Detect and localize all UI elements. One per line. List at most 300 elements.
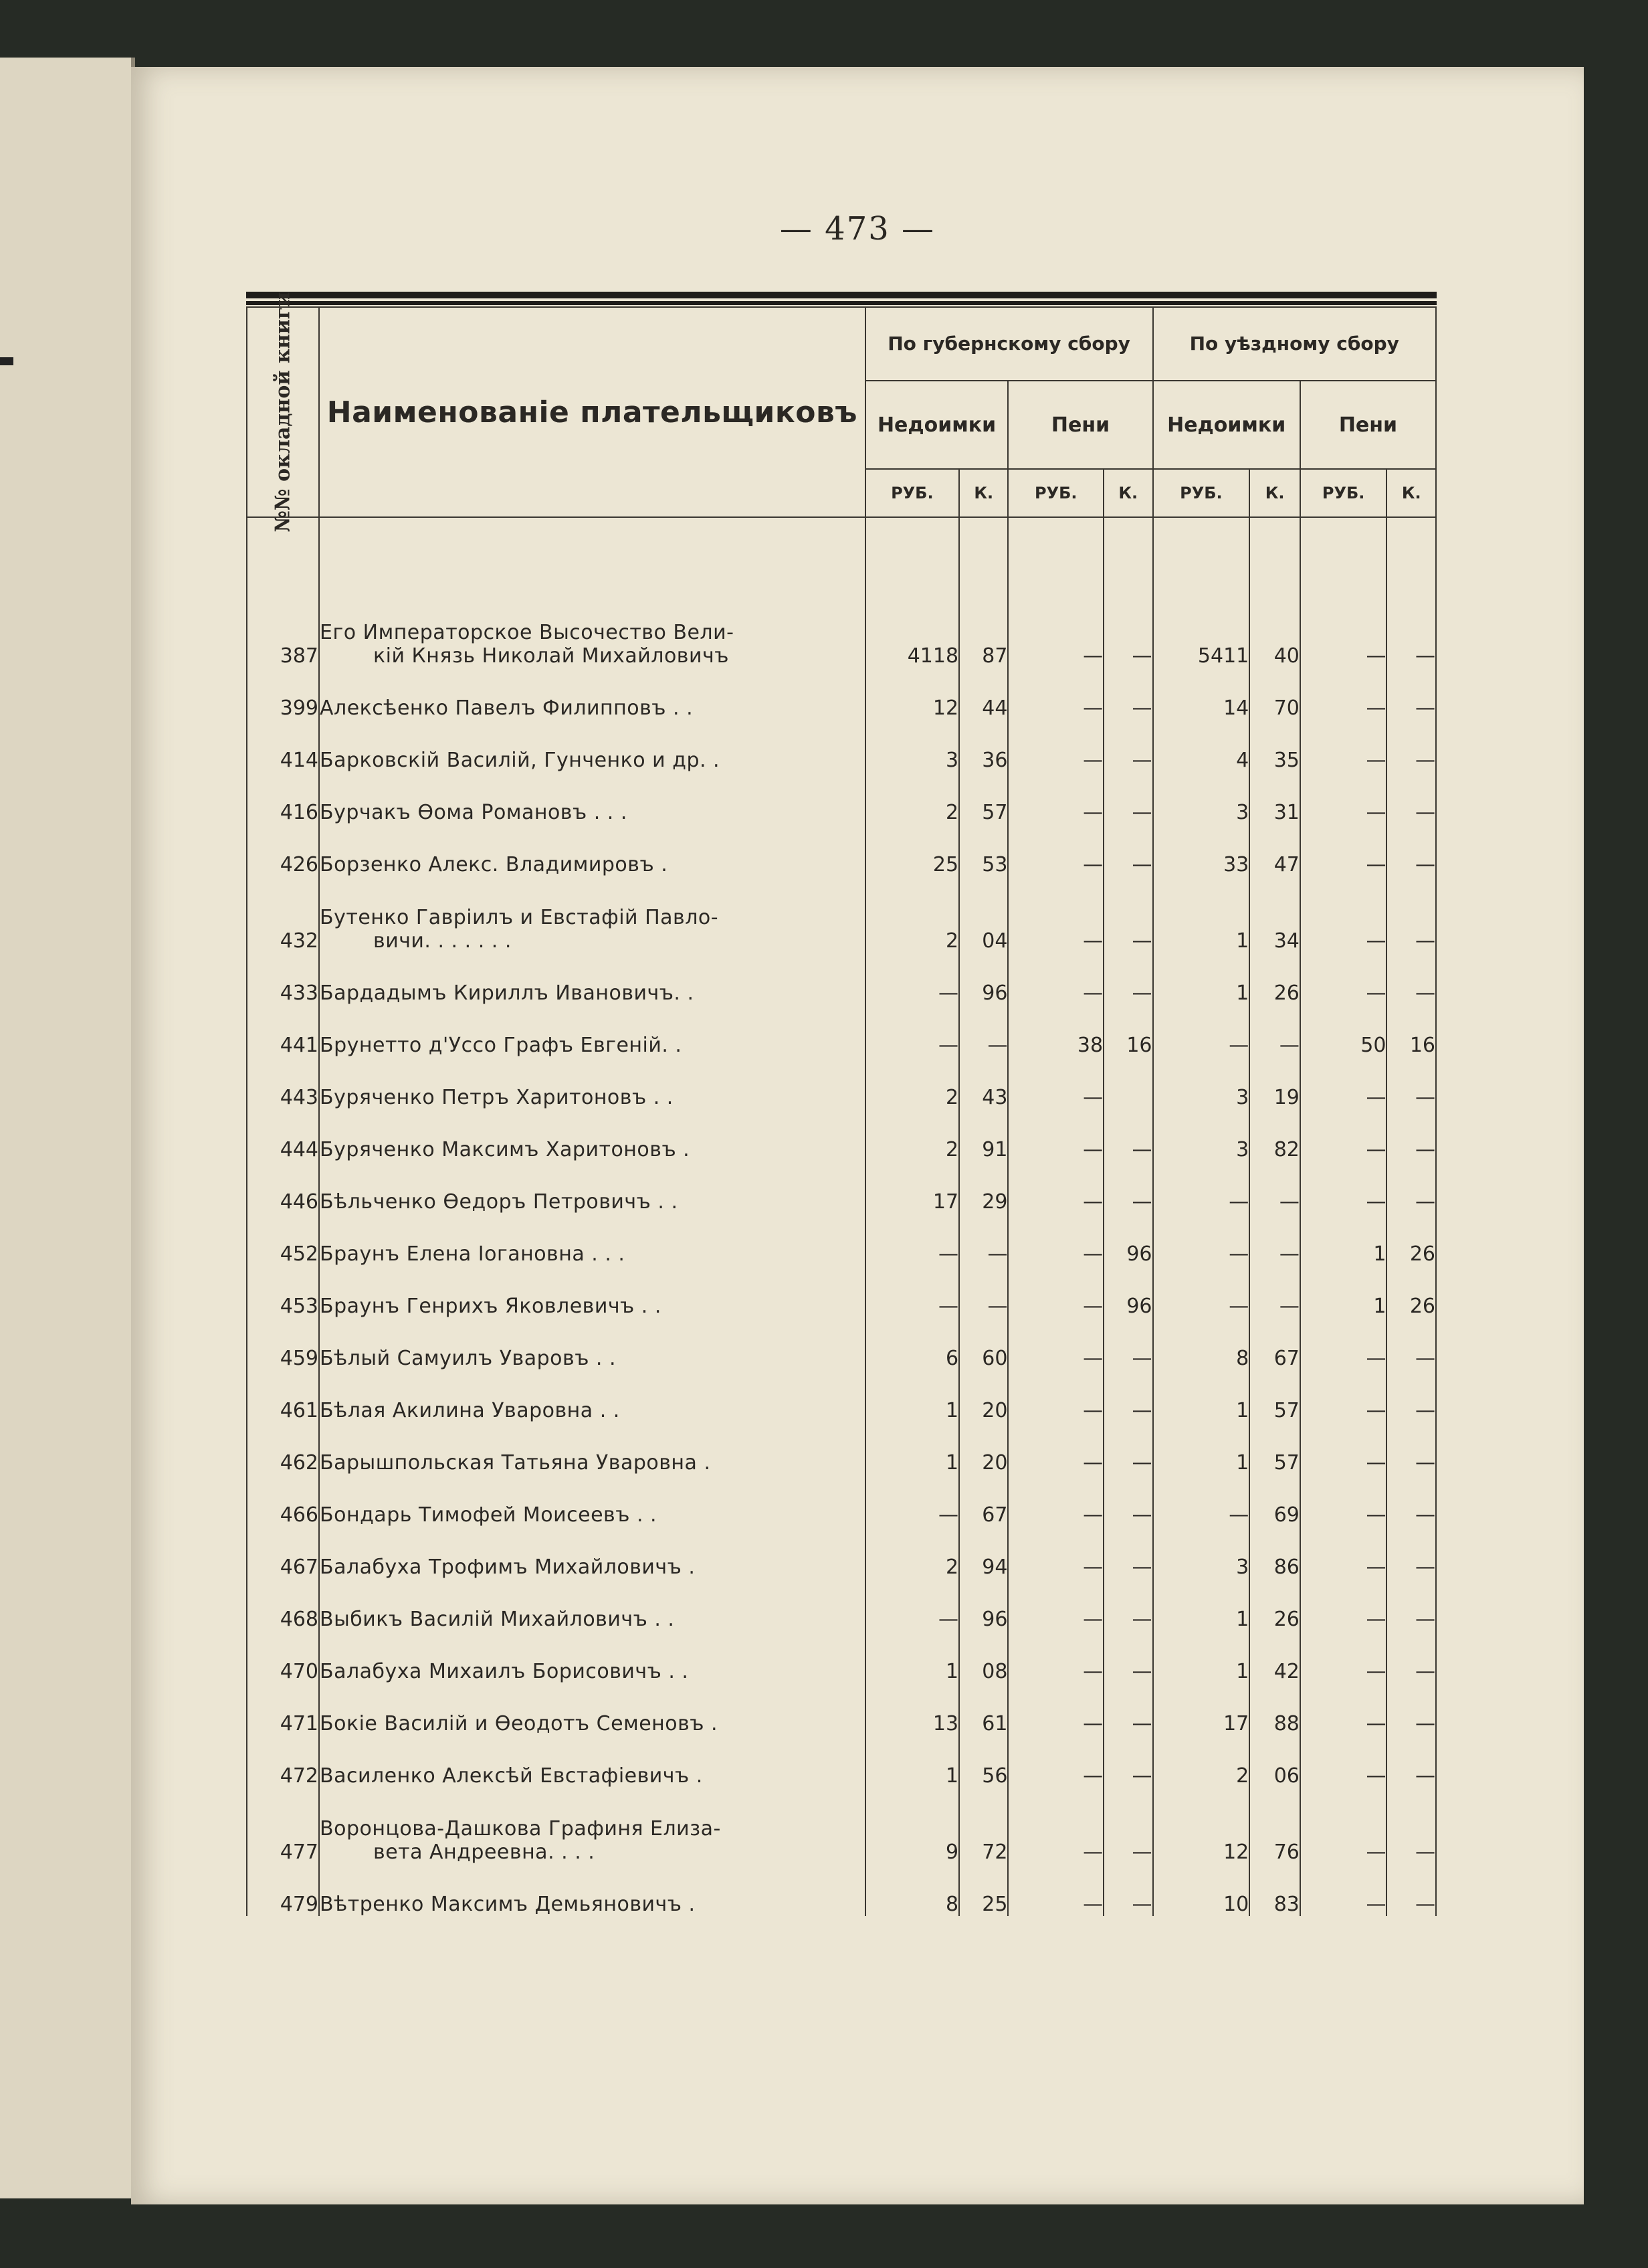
provincial-arrears-rub: 1	[865, 1631, 959, 1683]
ledger-table	[246, 292, 1437, 1916]
unit-rub: РУБ.	[1008, 469, 1104, 517]
provincial-arrears-rub: 2	[865, 1109, 959, 1161]
district-penalty-rub: —	[1300, 1579, 1387, 1631]
district-penalty-kop: —	[1386, 1864, 1436, 1916]
district-penalty-kop: 26	[1386, 1266, 1436, 1318]
table-row	[247, 1161, 1436, 1214]
payer-name-line1: Барковскій Василій, Гунченко и др. .	[320, 749, 720, 772]
district-penalty-rub: —	[1300, 1527, 1387, 1579]
district-penalty-kop: —	[1386, 1475, 1436, 1527]
provincial-penalty-rub: 38	[1008, 1005, 1104, 1057]
district-arrears-rub: 1	[1153, 1579, 1250, 1631]
district-arrears-kop: —	[1249, 1005, 1300, 1057]
district-arrears-rub: —	[1153, 1214, 1250, 1266]
payer-name-line1: Барышпольская Татьяна Уваровна .	[320, 1451, 711, 1475]
provincial-penalty-rub: —	[1008, 953, 1104, 1005]
provincial-penalty-rub: —	[1008, 1370, 1104, 1422]
book-number: 472	[247, 1735, 319, 1788]
book-number: 477	[247, 1788, 319, 1864]
district-penalty-rub: —	[1300, 591, 1387, 668]
provincial-penalty-kop: —	[1104, 591, 1152, 668]
table-row	[247, 1422, 1436, 1475]
book-number: 470	[247, 1631, 319, 1683]
left-page-rule	[0, 357, 13, 365]
provincial-arrears-rub: 9	[865, 1788, 959, 1864]
provincial-arrears-kop: 61	[959, 1683, 1008, 1735]
table-row	[247, 1864, 1436, 1916]
book-number: 452	[247, 1214, 319, 1266]
book-number: 453	[247, 1266, 319, 1318]
payer-name	[319, 824, 865, 876]
provincial-penalty-kop: —	[1104, 1109, 1152, 1161]
page-number: — 473 —	[779, 210, 936, 248]
table-row	[247, 772, 1436, 824]
provincial-penalty-rub: —	[1008, 1735, 1104, 1788]
book-number: 426	[247, 824, 319, 876]
provincial-penalty-kop: 96	[1104, 1214, 1152, 1266]
district-penalty-rub: —	[1300, 1370, 1387, 1422]
provincial-arrears-kop: —	[959, 1214, 1008, 1266]
district-arrears-rub: 4	[1153, 720, 1250, 772]
book-number: 468	[247, 1579, 319, 1631]
provincial-arrears-kop: 43	[959, 1057, 1008, 1109]
provincial-arrears-rub: 8	[865, 1864, 959, 1916]
district-penalty-rub: —	[1300, 1683, 1387, 1735]
provincial-penalty-rub: —	[1008, 1864, 1104, 1916]
provincial-arrears-kop: 57	[959, 772, 1008, 824]
provincial-penalty-rub: —	[1008, 1527, 1104, 1579]
provincial-arrears-rub: —	[865, 953, 959, 1005]
payer-name	[319, 953, 865, 1005]
payer-name-line1: Бокіе Василій и Ѳеодотъ Семеновъ .	[320, 1712, 718, 1735]
table-row	[247, 1475, 1436, 1527]
district-penalty-rub: —	[1300, 668, 1387, 720]
header-penalties-district: Пени	[1300, 381, 1436, 469]
book-number: 444	[247, 1109, 319, 1161]
district-arrears-rub: 33	[1153, 824, 1250, 876]
provincial-penalty-kop: —	[1104, 1422, 1152, 1475]
unit-kop: К.	[959, 469, 1008, 517]
provincial-penalty-kop: —	[1104, 1788, 1152, 1864]
district-arrears-rub: 3	[1153, 1109, 1250, 1161]
top-double-rule	[246, 292, 1437, 301]
district-arrears-kop: 34	[1249, 876, 1300, 953]
district-penalty-rub: —	[1300, 1057, 1387, 1109]
district-arrears-kop: 69	[1249, 1475, 1300, 1527]
provincial-penalty-kop	[1104, 1057, 1152, 1109]
provincial-penalty-kop: —	[1104, 953, 1152, 1005]
district-arrears-kop: 47	[1249, 824, 1300, 876]
payer-name-line1: Василенко Алексѣй Евстафіевичъ .	[320, 1764, 703, 1788]
table-row	[247, 1579, 1436, 1631]
provincial-penalty-rub: —	[1008, 1318, 1104, 1370]
header-penalties-provincial: Пени	[1008, 381, 1152, 469]
table-row	[247, 1527, 1436, 1579]
provincial-penalty-kop: —	[1104, 1683, 1152, 1735]
payer-name	[319, 1579, 865, 1631]
provincial-arrears-rub: 1	[865, 1422, 959, 1475]
district-penalty-kop: —	[1386, 1422, 1436, 1475]
district-arrears-kop: 57	[1249, 1370, 1300, 1422]
provincial-penalty-rub: —	[1008, 1161, 1104, 1214]
provincial-penalty-rub: —	[1008, 1475, 1104, 1527]
provincial-arrears-kop: 53	[959, 824, 1008, 876]
table-row	[247, 876, 1436, 953]
provincial-arrears-kop: 08	[959, 1631, 1008, 1683]
district-penalty-kop: —	[1386, 1527, 1436, 1579]
provincial-arrears-rub: 13	[865, 1683, 959, 1735]
district-penalty-rub: —	[1300, 1422, 1387, 1475]
left-page-edge	[0, 58, 135, 2198]
book-number: 414	[247, 720, 319, 772]
district-penalty-kop: —	[1386, 1057, 1436, 1109]
provincial-penalty-kop: —	[1104, 772, 1152, 824]
district-arrears-rub: 1	[1153, 1422, 1250, 1475]
district-arrears-kop: 06	[1249, 1735, 1300, 1788]
payer-name	[319, 1109, 865, 1161]
provincial-penalty-rub: —	[1008, 824, 1104, 876]
district-penalty-rub: —	[1300, 1161, 1387, 1214]
table-row	[247, 1683, 1436, 1735]
book-number: 399	[247, 668, 319, 720]
district-penalty-kop: 16	[1386, 1005, 1436, 1057]
provincial-penalty-kop: —	[1104, 1579, 1152, 1631]
book-number: 446	[247, 1161, 319, 1214]
district-arrears-rub: 1	[1153, 953, 1250, 1005]
district-arrears-kop: 57	[1249, 1422, 1300, 1475]
provincial-penalty-kop: —	[1104, 1631, 1152, 1683]
provincial-arrears-kop: 87	[959, 591, 1008, 668]
provincial-arrears-kop: —	[959, 1005, 1008, 1057]
book-number: 461	[247, 1370, 319, 1422]
book-number: 471	[247, 1683, 319, 1735]
provincial-penalty-kop: —	[1104, 876, 1152, 953]
district-arrears-kop: 67	[1249, 1318, 1300, 1370]
table-row	[247, 1631, 1436, 1683]
provincial-arrears-kop: 44	[959, 668, 1008, 720]
table-row	[247, 591, 1436, 668]
payer-name	[319, 1475, 865, 1527]
provincial-penalty-rub: —	[1008, 1683, 1104, 1735]
district-arrears-rub: —	[1153, 1475, 1250, 1527]
payer-name-line1: Алексѣенко Павелъ Филипповъ . .	[320, 696, 694, 720]
provincial-arrears-kop: 20	[959, 1422, 1008, 1475]
provincial-arrears-rub: 1	[865, 1370, 959, 1422]
unit-kop: К.	[1104, 469, 1152, 517]
payer-name-line1: Вѣтренко Максимъ Демьяновичъ .	[320, 1893, 696, 1916]
payer-name	[319, 720, 865, 772]
provincial-penalty-kop: —	[1104, 668, 1152, 720]
provincial-arrears-rub: —	[865, 1475, 959, 1527]
payer-name-line1: Бѣльченко Ѳедоръ Петровичъ . .	[320, 1190, 678, 1214]
header-payer-name: Наименованіе плательщиковъ	[319, 307, 865, 517]
book-number: 462	[247, 1422, 319, 1475]
district-arrears-rub: 2	[1153, 1735, 1250, 1788]
payer-name-line1: Бондарь Тимофей Моисеевъ . .	[320, 1503, 657, 1527]
district-arrears-rub: 3	[1153, 1057, 1250, 1109]
provincial-penalty-rub: —	[1008, 1579, 1104, 1631]
district-arrears-kop: —	[1249, 1214, 1300, 1266]
payer-name	[319, 1161, 865, 1214]
provincial-arrears-rub: —	[865, 1214, 959, 1266]
district-penalty-rub: —	[1300, 1788, 1387, 1864]
book-number: 467	[247, 1527, 319, 1579]
district-penalty-rub: 50	[1300, 1005, 1387, 1057]
district-arrears-kop: 31	[1249, 772, 1300, 824]
district-penalty-kop: —	[1386, 1735, 1436, 1788]
provincial-arrears-rub: 2	[865, 1527, 959, 1579]
header-book-number: №№ окладной книги	[247, 307, 319, 517]
payer-name-line2: кій Князь Николай Михайловичъ	[373, 644, 729, 668]
payer-name-line1: Балабуха Трофимъ Михайловичъ .	[320, 1555, 696, 1579]
district-penalty-kop: 26	[1386, 1214, 1436, 1266]
spacer-row	[247, 517, 1436, 591]
district-penalty-kop: —	[1386, 591, 1436, 668]
payer-name	[319, 876, 865, 953]
book-number: 432	[247, 876, 319, 953]
provincial-arrears-rub: 17	[865, 1161, 959, 1214]
table-row	[247, 1057, 1436, 1109]
district-penalty-rub: —	[1300, 1864, 1387, 1916]
provincial-arrears-kop: 96	[959, 1579, 1008, 1631]
book-number: 466	[247, 1475, 319, 1527]
district-arrears-rub: —	[1153, 1266, 1250, 1318]
payer-name	[319, 591, 865, 668]
payer-name-line1: Выбикъ Василій Михайловичъ . .	[320, 1608, 675, 1631]
unit-rub: РУБ.	[1300, 469, 1387, 517]
provincial-arrears-kop: 96	[959, 953, 1008, 1005]
header-provincial-levy: По губернскому сбору	[865, 307, 1153, 381]
provincial-arrears-rub: 6	[865, 1318, 959, 1370]
table-row	[247, 1266, 1436, 1318]
district-penalty-kop: —	[1386, 953, 1436, 1005]
payer-name	[319, 1864, 865, 1916]
table-row	[247, 1005, 1436, 1057]
provincial-arrears-kop: 29	[959, 1161, 1008, 1214]
provincial-penalty-kop: —	[1104, 1864, 1152, 1916]
provincial-penalty-rub: —	[1008, 1266, 1104, 1318]
district-arrears-rub: 17	[1153, 1683, 1250, 1735]
district-penalty-rub: —	[1300, 1475, 1387, 1527]
header-district-levy: По уѣздному сбору	[1153, 307, 1436, 381]
district-penalty-rub: —	[1300, 720, 1387, 772]
payer-name	[319, 668, 865, 720]
provincial-penalty-kop: —	[1104, 824, 1152, 876]
payer-name	[319, 1631, 865, 1683]
district-penalty-kop: —	[1386, 824, 1436, 876]
provincial-penalty-kop: 16	[1104, 1005, 1152, 1057]
district-arrears-kop: 70	[1249, 668, 1300, 720]
district-penalty-rub: —	[1300, 772, 1387, 824]
table-row	[247, 1788, 1436, 1864]
district-penalty-kop: —	[1386, 720, 1436, 772]
book-number: 441	[247, 1005, 319, 1057]
payer-name-line1: Его Императорское Высочество Вели-	[320, 621, 734, 644]
book-number: 387	[247, 591, 319, 668]
provincial-arrears-rub: 2	[865, 1057, 959, 1109]
payer-name	[319, 1788, 865, 1864]
district-arrears-rub: 3	[1153, 1527, 1250, 1579]
payer-name-line1: Бутенко Гавріилъ и Евстафій Павло-	[320, 906, 719, 929]
district-arrears-rub: 14	[1153, 668, 1250, 720]
book-number: 479	[247, 1864, 319, 1916]
provincial-penalty-rub: —	[1008, 1109, 1104, 1161]
district-arrears-kop: 35	[1249, 720, 1300, 772]
payer-name-line1: Брунетто д'Уссо Графъ Евгеній. .	[320, 1034, 682, 1057]
table-row	[247, 1109, 1436, 1161]
district-penalty-rub: —	[1300, 876, 1387, 953]
district-penalty-kop: —	[1386, 1370, 1436, 1422]
provincial-penalty-kop: —	[1104, 1475, 1152, 1527]
district-arrears-rub: 5411	[1153, 591, 1250, 668]
payer-name	[319, 1527, 865, 1579]
payer-name-line1: Буряченко Максимъ Харитоновъ .	[320, 1138, 690, 1161]
unit-rub: РУБ.	[1153, 469, 1250, 517]
district-penalty-rub: 1	[1300, 1266, 1387, 1318]
provincial-arrears-kop: 04	[959, 876, 1008, 953]
payer-name	[319, 1683, 865, 1735]
book-number: 433	[247, 953, 319, 1005]
district-penalty-kop: —	[1386, 772, 1436, 824]
district-arrears-kop: 26	[1249, 1579, 1300, 1631]
district-arrears-kop: 88	[1249, 1683, 1300, 1735]
table-row	[247, 668, 1436, 720]
provincial-arrears-rub: —	[865, 1579, 959, 1631]
ledger-body	[247, 517, 1436, 1916]
provincial-arrears-rub: 3	[865, 720, 959, 772]
provincial-penalty-kop: —	[1104, 1735, 1152, 1788]
provincial-arrears-kop: 20	[959, 1370, 1008, 1422]
district-arrears-rub: 1	[1153, 1631, 1250, 1683]
provincial-penalty-kop: —	[1104, 1527, 1152, 1579]
provincial-arrears-kop: 56	[959, 1735, 1008, 1788]
unit-kop: К.	[1249, 469, 1300, 517]
provincial-penalty-rub: —	[1008, 1788, 1104, 1864]
district-penalty-rub: —	[1300, 1735, 1387, 1788]
district-arrears-rub: 12	[1153, 1788, 1250, 1864]
provincial-arrears-kop: 94	[959, 1527, 1008, 1579]
payer-name-line2: вета Андреевна. . . .	[373, 1840, 595, 1864]
district-arrears-kop: —	[1249, 1266, 1300, 1318]
provincial-penalty-rub: —	[1008, 720, 1104, 772]
table-row	[247, 720, 1436, 772]
provincial-penalty-kop: —	[1104, 720, 1152, 772]
district-penalty-kop: —	[1386, 1318, 1436, 1370]
table-row	[247, 824, 1436, 876]
provincial-arrears-rub: 4118	[865, 591, 959, 668]
district-penalty-rub: —	[1300, 1109, 1387, 1161]
payer-name-line1: Воронцова-Дашкова Графиня Елиза-	[320, 1817, 721, 1840]
provincial-arrears-rub: 2	[865, 876, 959, 953]
district-arrears-rub: 10	[1153, 1864, 1250, 1916]
provincial-penalty-rub: —	[1008, 591, 1104, 668]
provincial-arrears-rub: 1	[865, 1735, 959, 1788]
provincial-penalty-kop: 96	[1104, 1266, 1152, 1318]
provincial-arrears-rub: 12	[865, 668, 959, 720]
district-penalty-kop: —	[1386, 1161, 1436, 1214]
provincial-arrears-kop: 67	[959, 1475, 1008, 1527]
district-penalty-kop: —	[1386, 1631, 1436, 1683]
provincial-penalty-rub: —	[1008, 1214, 1104, 1266]
provincial-penalty-rub: —	[1008, 1422, 1104, 1475]
payer-name-line1: Балабуха Михаилъ Борисовичъ . .	[320, 1660, 689, 1683]
payer-name-line1: Браунъ Елена Іогановна . . .	[320, 1242, 625, 1266]
district-penalty-kop: —	[1386, 668, 1436, 720]
provincial-penalty-rub: —	[1008, 668, 1104, 720]
table-row	[247, 953, 1436, 1005]
district-arrears-kop: 82	[1249, 1109, 1300, 1161]
district-penalty-kop: —	[1386, 876, 1436, 953]
provincial-penalty-rub: —	[1008, 1057, 1104, 1109]
provincial-penalty-rub: —	[1008, 1631, 1104, 1683]
district-penalty-rub: —	[1300, 953, 1387, 1005]
provincial-arrears-rub: 2	[865, 772, 959, 824]
book-number: 459	[247, 1318, 319, 1370]
provincial-penalty-kop: —	[1104, 1318, 1152, 1370]
provincial-penalty-rub: —	[1008, 876, 1104, 953]
provincial-arrears-kop: 60	[959, 1318, 1008, 1370]
district-arrears-kop: 19	[1249, 1057, 1300, 1109]
provincial-arrears-rub: 25	[865, 824, 959, 876]
payer-name-line1: Бѣлый Самуилъ Уваровъ . .	[320, 1347, 617, 1370]
district-penalty-rub: —	[1300, 1318, 1387, 1370]
district-arrears-kop: 83	[1249, 1864, 1300, 1916]
district-arrears-rub: 1	[1153, 876, 1250, 953]
payer-name	[319, 1214, 865, 1266]
table-row	[247, 1214, 1436, 1266]
unit-kop: К.	[1386, 469, 1436, 517]
district-penalty-rub: —	[1300, 824, 1387, 876]
payer-name-line2: вичи. . . . . . .	[373, 929, 512, 953]
payer-name-line1: Бурчакъ Ѳома Романовъ . . .	[320, 801, 627, 824]
provincial-arrears-rub: —	[865, 1005, 959, 1057]
district-penalty-rub: —	[1300, 1631, 1387, 1683]
payer-name-line1: Бѣлая Акилина Уваровна . .	[320, 1399, 620, 1422]
book-number: 443	[247, 1057, 319, 1109]
header-arrears-provincial: Недоимки	[865, 381, 1009, 469]
payer-name	[319, 772, 865, 824]
district-penalty-rub: 1	[1300, 1214, 1387, 1266]
district-arrears-rub: 1	[1153, 1370, 1250, 1422]
table-row	[247, 1370, 1436, 1422]
provincial-arrears-kop: 91	[959, 1109, 1008, 1161]
ledger-table-wrap	[246, 292, 1437, 1916]
payer-name	[319, 1318, 865, 1370]
payer-name	[319, 1266, 865, 1318]
district-penalty-kop: —	[1386, 1788, 1436, 1864]
district-arrears-kop: 26	[1249, 953, 1300, 1005]
district-arrears-rub: —	[1153, 1005, 1250, 1057]
payer-name	[319, 1370, 865, 1422]
provincial-arrears-kop: 72	[959, 1788, 1008, 1864]
provincial-arrears-rub: —	[865, 1266, 959, 1318]
payer-name-line1: Буряченко Петръ Харитоновъ . .	[320, 1086, 674, 1109]
district-arrears-kop: —	[1249, 1161, 1300, 1214]
district-arrears-kop: 40	[1249, 591, 1300, 668]
table-row	[247, 1318, 1436, 1370]
district-arrears-kop: 86	[1249, 1527, 1300, 1579]
district-arrears-rub: 8	[1153, 1318, 1250, 1370]
header-arrears-district: Недоимки	[1153, 381, 1300, 469]
payer-name	[319, 1005, 865, 1057]
table-row	[247, 1735, 1436, 1788]
provincial-arrears-kop: 36	[959, 720, 1008, 772]
book-page	[131, 67, 1584, 2204]
payer-name-line1: Браунъ Генрихъ Яковлевичъ . .	[320, 1295, 661, 1318]
provincial-penalty-kop: —	[1104, 1370, 1152, 1422]
payer-name-line1: Бардадымъ Кириллъ Ивановичъ. .	[320, 981, 694, 1005]
district-arrears-rub: —	[1153, 1161, 1250, 1214]
